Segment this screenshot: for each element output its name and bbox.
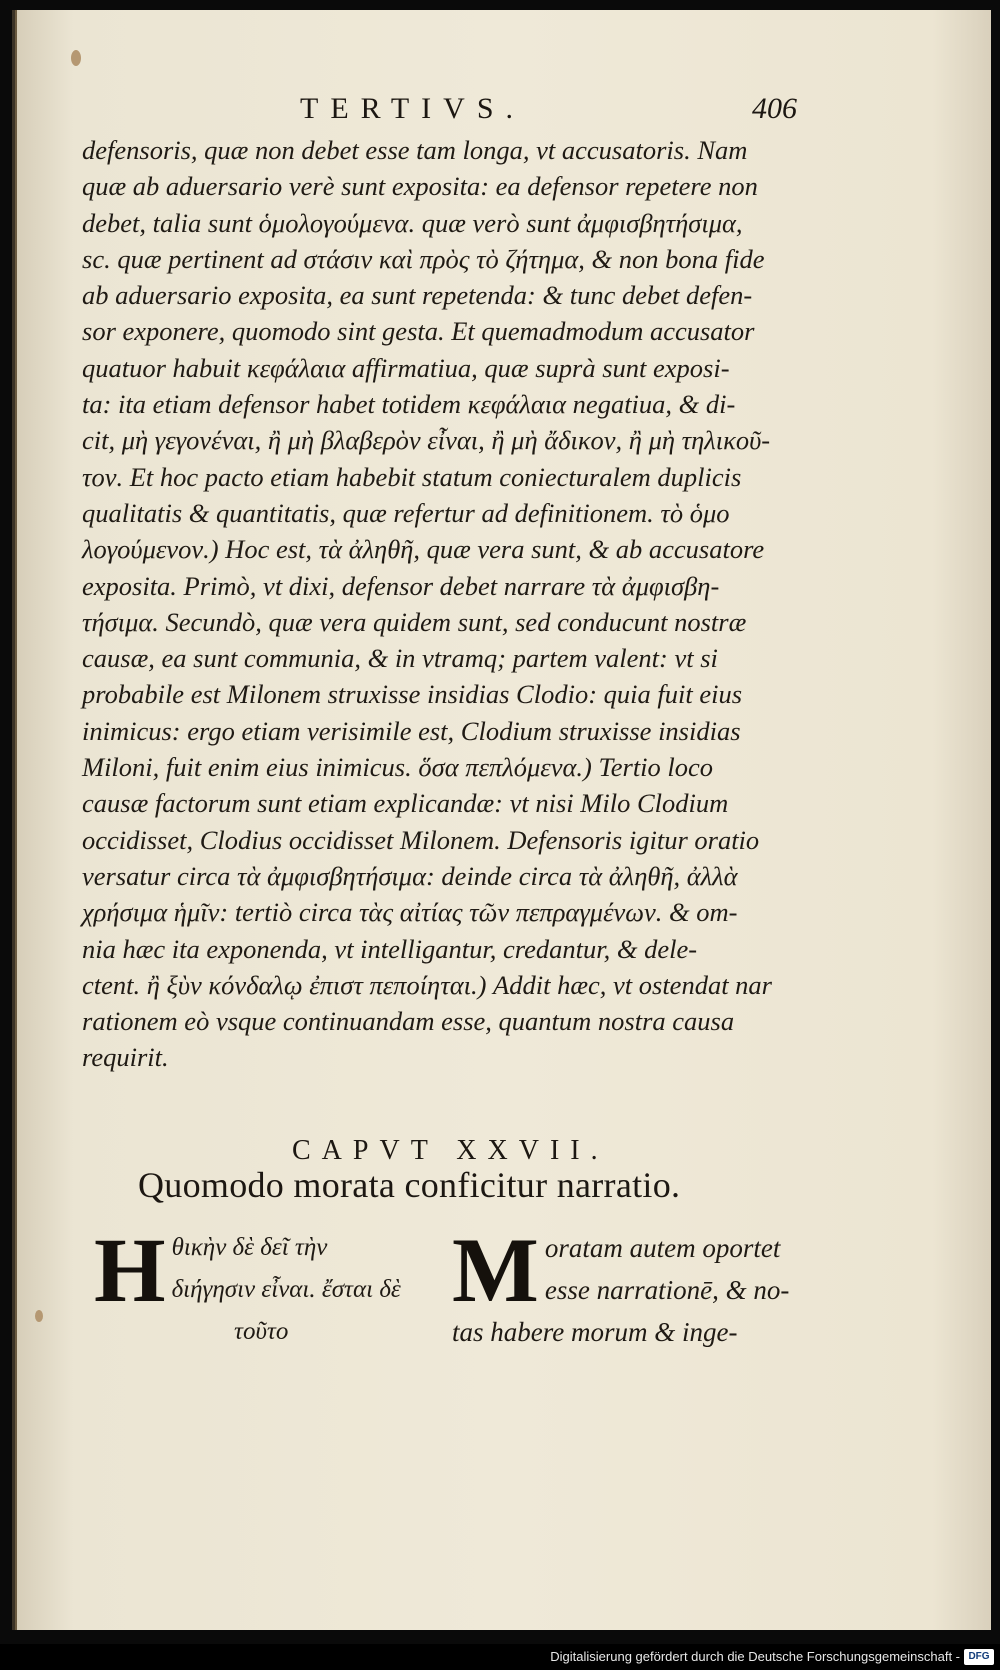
text-line: ta: ita etiam defensor habet totidem κεφάλαια negatiua, & di- [82,389,736,420]
digitization-footer [0,1644,1000,1670]
text-line: cit, μὴ γεγονέναι, ἢ μὴ βλαβερὸν εἶναι, ἢ μὴ ἄδικον, ἢ μὴ τηλικοῦ- [82,425,771,456]
text-line: causæ, ea sunt communia, & in vtramq; partem valent: vt si [82,643,718,674]
text-line: rationem eò vsque continuandam esse, quantum nostra causa [82,1006,735,1037]
text-line: λογούμενον.) Hoc est, τὰ ἀληθῆ, quæ vera sunt, & ab accusatore [82,534,765,565]
chapter-title: Quomodo morata conficitur narratio. [138,1165,681,1205]
text-line: defensoris, quæ non debet esse tam longa, vt accusatoris. Nam [82,135,748,165]
latin-line: tas habere morum & inge- [452,1317,738,1347]
page-stain [35,1310,43,1322]
text-line: exposita. Primò, vt dixi, defensor debet narrare τὰ ἀμφισβη- [82,570,720,601]
text-line: sc. quæ pertinent ad στάσιν καὶ πρὸς τὸ ζήτημα, & non bona fide [82,243,765,274]
greek-line: τοῦτο [234,1318,289,1345]
text-line: versatur circa τὰ ἀμφισβητήσιμα: deinde circa τὰ ἀληθῆ, ἀλλὰ [82,860,738,891]
text-line: χρήσιμα ἡμῖν: tertiò circa τὰς αἰτίας τῶν πεπραγμένων. & om- [82,897,738,928]
greek-line: θικὴν δὲ δεῖ τὴν [171,1234,328,1261]
text-line: occidisset, Clodius occidisset Milonem. Defensoris igitur oratio [82,824,760,855]
text-line: quatuor habuit κεφάλαια affirmatiua, quæ suprà sunt exposi- [82,352,730,383]
text-line: sor exponere, quomodo sint gesta. Et quemadmodum accusator [82,316,755,347]
text-line: ab aduersario exposita, ea sunt repetenda: & tunc debet defen- [82,280,753,311]
text-line: ctent. ἢ ξὺν κόνδαλῳ ἐπιστ πεποίηται.) Addit hæc, vt ostendat nar [82,969,772,1000]
latin-line: esse narrationē, & no- [544,1275,790,1305]
text-line: inimicus: ergo etiam verisimile est, Clodium struxisse insidias [82,715,741,746]
running-head: TERTIVS. [300,92,526,125]
body-text [82,132,818,1076]
text-line: quæ ab aduersario verè sunt exposita: ea defensor repetere non [82,171,758,202]
text-line: debet, talia sunt ὁμολογούμενα. quæ verò sunt ἀμφισβητήσιμα, [82,207,743,238]
page-gutter-edge [15,10,17,1630]
text-line: causæ factorum sunt etiam explicandæ: vt nisi Milo Clodium [82,788,729,819]
dfg-logo: DFG [964,1649,994,1665]
latin-line: oratam autem oportet [544,1233,781,1263]
funding-credit: Digitalisierung gefördert durch die Deutsche Forschungsgemeinschaft - [550,1649,960,1664]
text-line: Miloni, fuit enim eius inimicus. ὅσα πεπλόμενα.) Tertio loco [82,752,714,783]
text-line: τήσιμα. Secundò, quæ vera quidem sunt, sed conducunt nostræ [82,606,747,637]
text-line: requirit. [82,1042,169,1073]
text-line: probabile est Milonem struxisse insidias Clodio: quia fuit eius [82,679,743,710]
page-number: 406 [752,92,797,125]
greek-dropcap: H [94,1219,166,1321]
text-line: nia hæc ita exponenda, vt intelligantur, credantur, & dele- [82,933,698,964]
page-wormhole [71,50,81,66]
text-line: qualitatis & quantitatis, quæ refertur ad definitionem. τὸ ὁμο [82,497,730,528]
latin-dropcap: M [452,1219,539,1321]
chapter-heading: CAPVT XXVII. [292,1135,609,1166]
text-line: τον. Et hoc pacto etiam habebit statum coniecturalem duplicis [82,461,742,492]
greek-column [94,1219,434,1353]
latin-column [452,1219,812,1353]
greek-line: διήγησιν εἶναι. ἔσται δὲ [171,1276,401,1303]
